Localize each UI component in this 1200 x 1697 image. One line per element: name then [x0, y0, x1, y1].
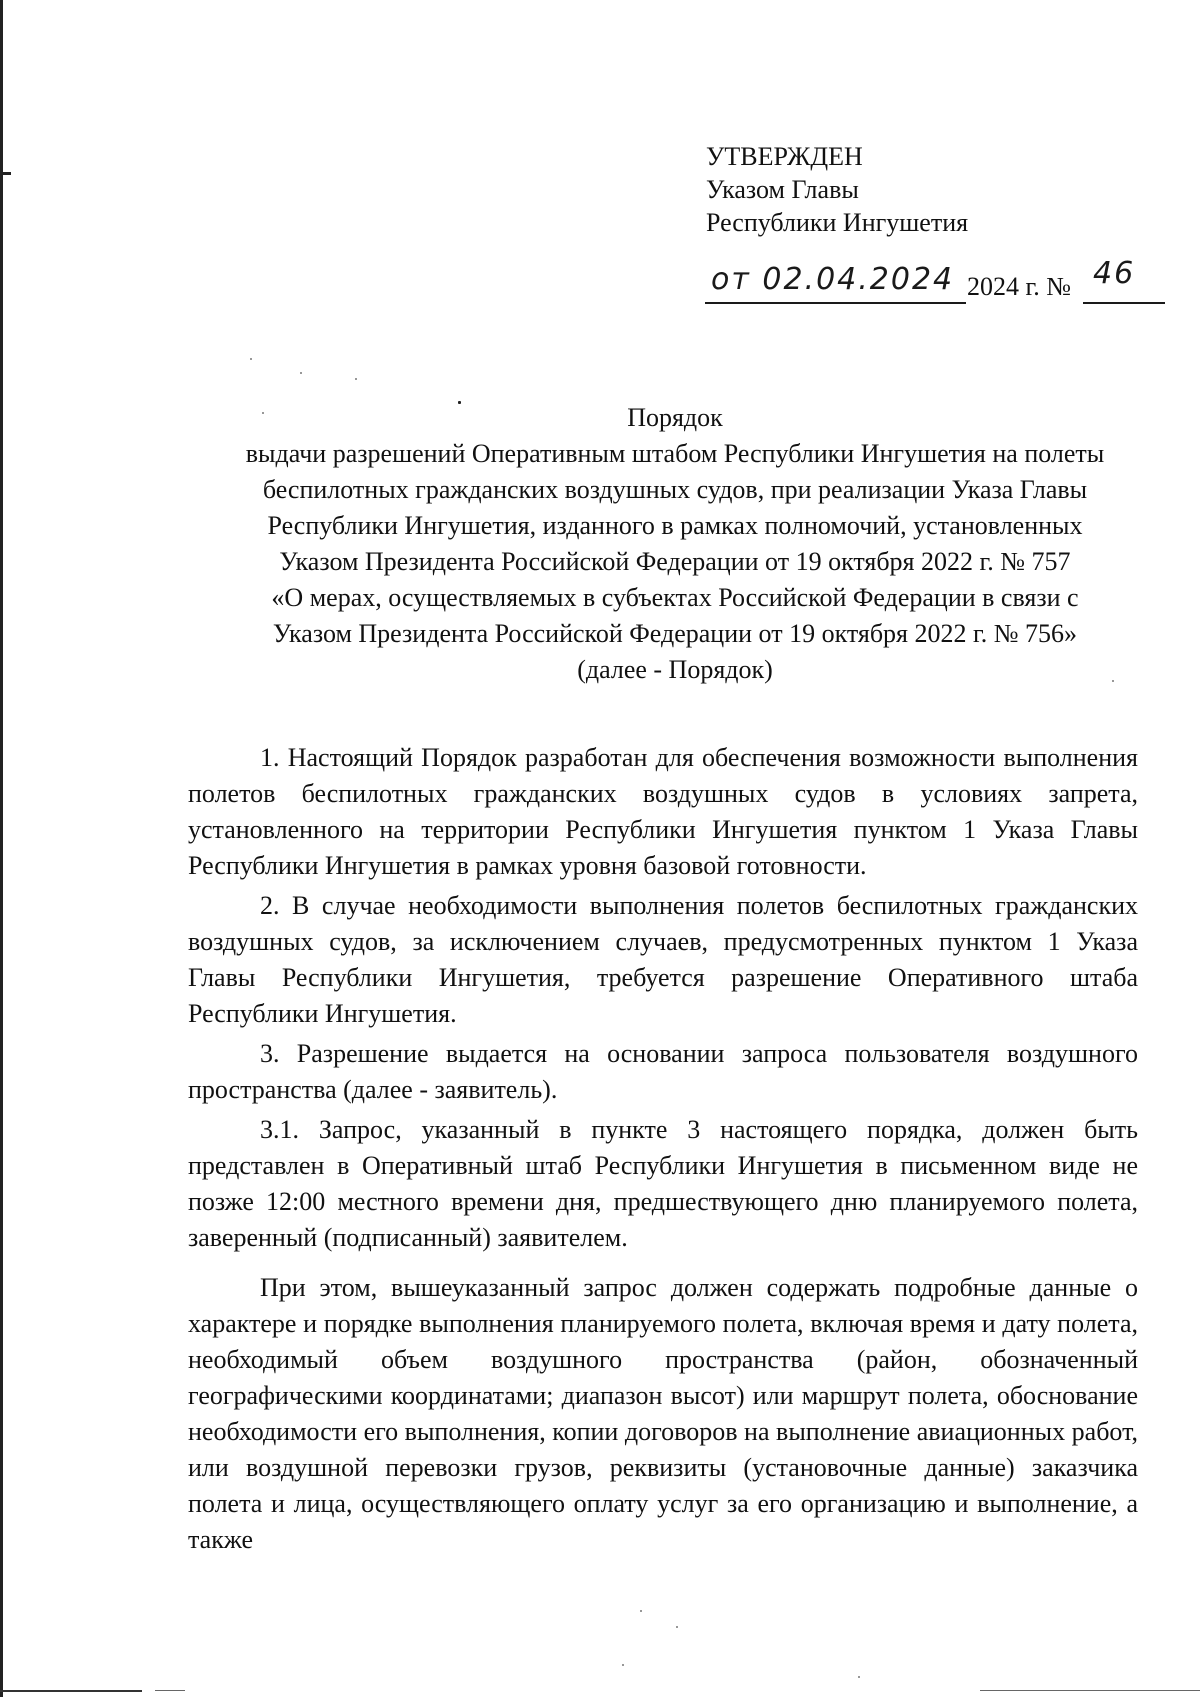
scan-bottom-edge — [155, 1690, 185, 1691]
title-line: Республики Ингушетия, изданного в рамках полномочий, установленных — [267, 511, 1083, 540]
title-line: Порядок — [627, 403, 723, 432]
paragraph-3: 3. Разрешение выдается на основании запроса пользователя воздушного пространства (далее - заявитель). — [188, 1039, 1138, 1104]
paragraph-3-1: 3.1. Запрос, указанный в пункте 3 настоящего порядка, должен быть представлен в Оперативный штаб Республики Ингушетия в письменном виде не позже 12:00 местного времени дня, предшествующего дню планируемого полета, заверенный (подписанный) заявителем. — [188, 1115, 1138, 1252]
title-line: выдачи разрешений Оперативным штабом Республики Ингушетия на полеты — [245, 439, 1105, 468]
printed-year-number: 2024 г. № — [967, 272, 1072, 301]
paragraph-2: 2. В случае необходимости выполнения полетов беспилотных гражданских воздушных судов, за исключением случаев, предусмотренных пунктом 1 Указа Главы Республики Ингушетия, требуется разрешение Оперативного штаба Республики Ингушетия. — [188, 891, 1138, 1028]
paragraph-request-contents: При этом, вышеуказанный запрос должен содержать подробные данные о характере и порядке выполнения планируемого полета, включая время и дату полета, необходимый объем воздушного пространства (район, обозначенный географическими координатами; диапазон высот) или маршрут полета, обоснование необходимости его выполнения, копии договоров на выполнение авиационных работ, или воздушной перевозки грузов, реквизиты (установочные данные) заказчика полета и лица, осуществляющего оплату услуг за его организацию и выполнение, а также — [188, 1273, 1138, 1554]
scan-speck — [262, 412, 264, 414]
title-line: Указом Президента Российской Федерации от 19 октября 2022 г. № 756» — [272, 619, 1078, 648]
title-line: Указом Президента Российской Федерации от 19 октября 2022 г. № 757 — [279, 547, 1071, 576]
scan-speck — [858, 1676, 860, 1678]
handwritten-date: от 02.04.2024 — [705, 262, 966, 304]
decree-date-line — [705, 256, 1155, 312]
scan-corner-mark — [0, 172, 11, 175]
approval-block — [706, 140, 968, 239]
title-line: беспилотных гражданских воздушных судов, при реализации Указа Главы — [262, 475, 1088, 504]
paragraph-1: 1. Настоящий Порядок разработан для обеспечения возможности выполнения полетов беспилотных гражданских воздушных судов в условиях запрета, установленного на территории Республики Ингушетия пунктом 1 Указа Главы Республики Ингушетия в рамках уровня базовой готовности. — [188, 743, 1138, 880]
scan-speck — [1112, 680, 1114, 682]
scan-bottom-edge — [980, 1690, 1200, 1691]
document-body — [188, 740, 1138, 1562]
decree-label: Указом Главы — [706, 175, 859, 204]
scan-edge-mark — [0, 0, 3, 1697]
scan-speck — [676, 1626, 678, 1628]
scan-speck — [250, 358, 252, 360]
handwritten-number: 46 — [1083, 256, 1165, 304]
title-line: (далее - Порядок) — [577, 655, 773, 684]
scan-speck — [300, 372, 302, 374]
title-line: «О мерах, осуществляемых в субъектах Российской Федерации в связи с — [271, 583, 1079, 612]
scan-speck — [640, 1610, 642, 1612]
document-title — [150, 400, 1200, 688]
scan-speck — [355, 378, 357, 380]
scan-speck — [458, 401, 461, 404]
scan-bottom-edge — [0, 1690, 142, 1692]
approved-label: УТВЕРЖДЕН — [706, 142, 863, 171]
scan-speck — [622, 1664, 624, 1666]
republic-label: Республики Ингушетия — [706, 208, 969, 237]
